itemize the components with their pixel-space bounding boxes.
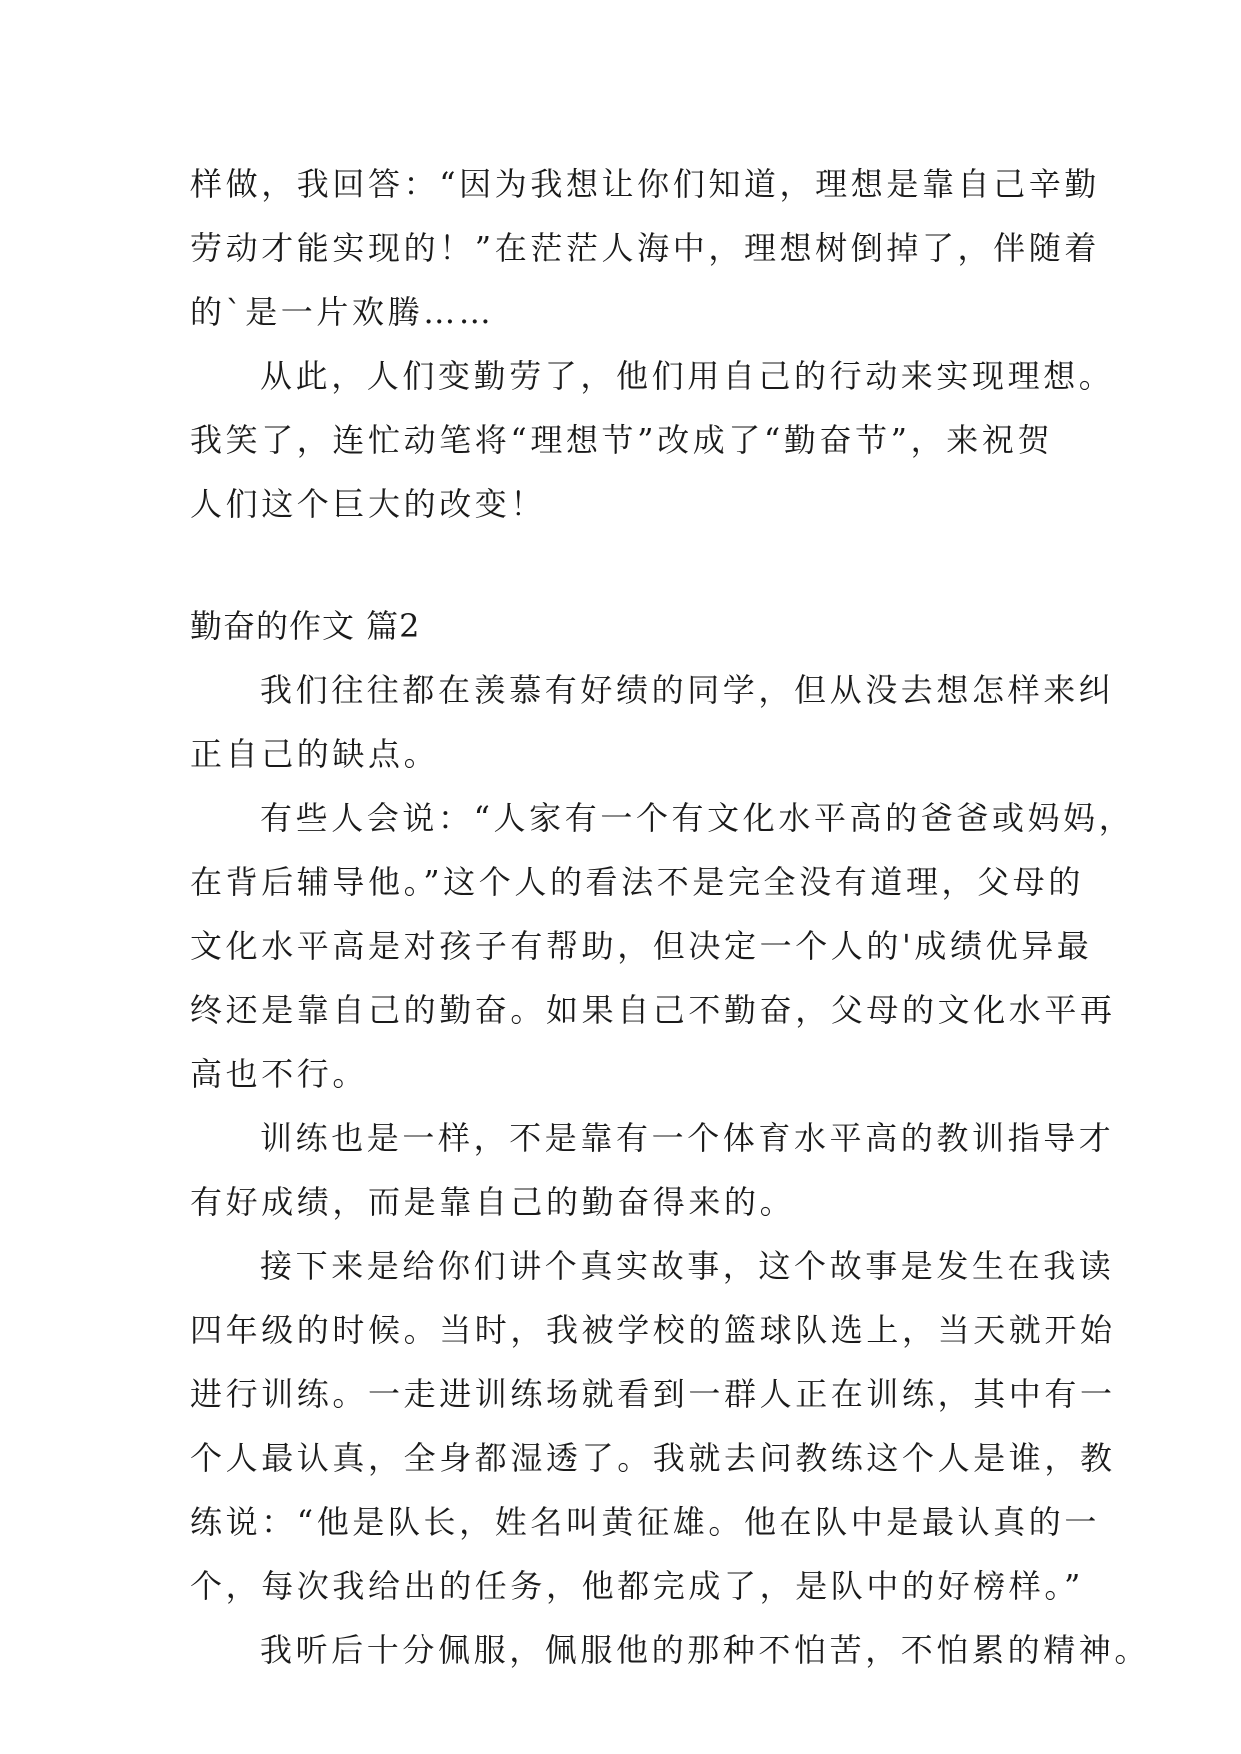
text-line: 有好成绩，而是靠自己的勤奋得来的。: [190, 1183, 796, 1221]
section-heading: 勤奋的作文 篇2: [190, 607, 421, 645]
text-line: 个人最认真，全身都湿透了。我就去问教练这个人是谁，教: [190, 1439, 1116, 1477]
text-line: 的`是一片欢腾……: [190, 293, 495, 331]
text-line: 我笑了，连忙动笔将“理想节”改成了“勤奋节”，来祝贺: [190, 421, 1054, 459]
text-line: 个，每次我给出的任务，他都完成了，是队中的好榜样。”: [190, 1567, 1084, 1605]
text-line: 正自己的缺点。: [190, 735, 440, 773]
text-line: 接下来是给你们讲个真实故事，这个故事是发生在我读: [260, 1247, 1115, 1285]
paragraph: [190, 658, 1115, 786]
text-line: 从此，人们变勤劳了，他们用自己的行动来实现理想。: [260, 357, 1115, 395]
text-line: 四年级的时候。当时，我被学校的篮球队选上，当天就开始: [190, 1311, 1116, 1349]
text-line: 训练也是一样，不是靠有一个体育水平高的教训指导才: [260, 1119, 1115, 1157]
text-line: 在背后辅导他。”这个人的看法不是完全没有道理，父母的: [190, 863, 1084, 901]
text-line: 文化水平高是对孩子有帮助，但决定一个人的'成绩优异最: [190, 927, 1093, 965]
text-line: 劳动才能实现的！”在茫茫人海中，理想树倒掉了，伴随着: [190, 229, 1100, 267]
text-line: 进行训练。一走进训练场就看到一群人正在训练，其中有一: [190, 1375, 1116, 1413]
paragraph: [190, 1234, 1116, 1618]
paragraph: [190, 1618, 1151, 1682]
paragraph-continued: [190, 152, 1100, 344]
text-line: 我听后十分佩服，佩服他的那种不怕苦，不怕累的精神。: [260, 1631, 1151, 1669]
text-line: 练说：“他是队长，姓名叫黄征雄。他在队中是最认真的一: [190, 1503, 1100, 1541]
text-line: 样做，我回答：“因为我想让你们知道，理想是靠自己辛勤: [190, 165, 1100, 203]
paragraph: [190, 786, 1135, 1106]
text-line: 高也不行。: [190, 1055, 369, 1093]
document-page: [190, 152, 1151, 1682]
text-line: 我们往往都在羡慕有好绩的同学，但从没去想怎样来纠: [260, 671, 1115, 709]
text-line: 终还是靠自己的勤奋。如果自己不勤奋，父母的文化水平再: [190, 991, 1116, 1029]
text-line: 有些人会说：“人家有一个有文化水平高的爸爸或妈妈，: [260, 799, 1135, 837]
text-line: 人们这个巨大的改变！: [190, 485, 547, 523]
paragraph: [190, 1106, 1115, 1234]
paragraph: [190, 344, 1115, 536]
